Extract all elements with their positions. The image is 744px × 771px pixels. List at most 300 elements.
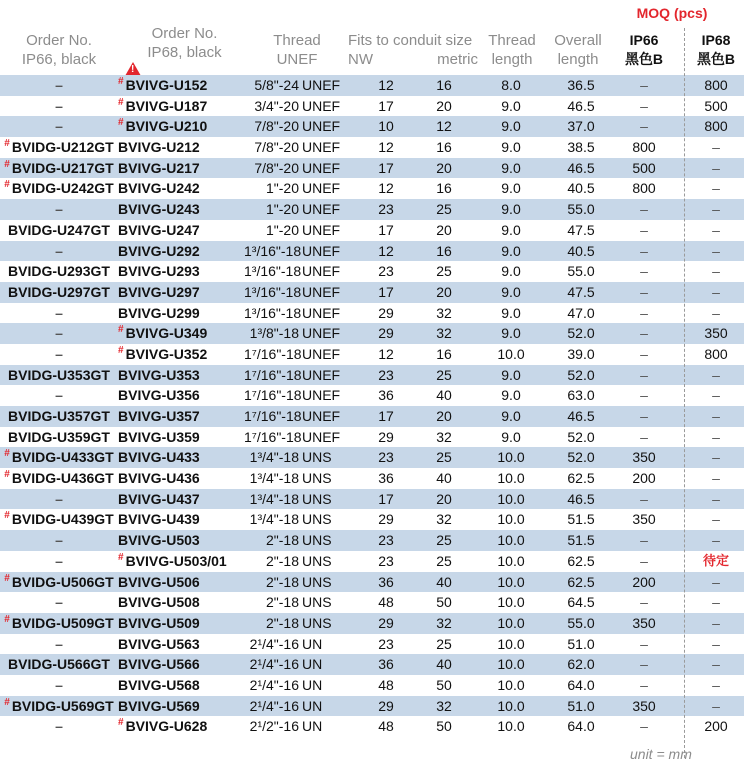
- thread-size: 2"-18: [266, 573, 299, 590]
- order-no-ip66: –: [55, 201, 63, 218]
- table-row: [0, 116, 744, 137]
- thread-length: 10.0: [497, 511, 525, 528]
- order-no-ip66: –: [55, 118, 63, 135]
- thread-standard: UNEF: [302, 139, 341, 156]
- moq-ip68: –: [712, 511, 720, 528]
- thread-length: 9.0: [501, 387, 521, 404]
- thread-length: 9.0: [501, 366, 521, 383]
- table-row: [0, 654, 744, 675]
- order-no-ip68: BVIVG-U563: [118, 635, 200, 652]
- conduit-metric: 12: [436, 118, 452, 135]
- thread-standard: UNEF: [302, 97, 341, 114]
- hash-marker: #: [4, 138, 10, 150]
- conduit-nw: 12: [378, 345, 394, 362]
- conduit-nw: 29: [378, 697, 394, 714]
- conduit-nw: 17: [378, 97, 394, 114]
- conduit-nw: 23: [378, 552, 394, 569]
- conduit-metric: 25: [436, 201, 452, 218]
- moq-ip66: 200: [632, 573, 656, 590]
- thread-standard: UNEF: [302, 221, 341, 238]
- table-body: [0, 75, 744, 737]
- thread-length: 10.0: [497, 614, 525, 631]
- order-no-ip66: # BVIDG-U433GT: [4, 448, 114, 466]
- moq-ip66: 500: [632, 159, 656, 176]
- conduit-metric: 16: [436, 242, 452, 259]
- thread-size: 1⁷/16"-18: [244, 428, 302, 445]
- moq-ip68: –: [712, 635, 720, 652]
- hash-marker: #: [4, 510, 10, 522]
- overall-length: 52.0: [567, 366, 595, 383]
- overall-length: 52.0: [567, 325, 595, 342]
- moq-ip66: 800: [632, 180, 656, 197]
- conduit-nw: 48: [378, 718, 394, 735]
- thread-size: 2"-18: [266, 594, 299, 611]
- conduit-metric: 40: [436, 573, 452, 590]
- thread-standard: UNEF: [302, 283, 341, 300]
- conduit-metric: 16: [436, 180, 452, 197]
- conduit-metric: 20: [436, 490, 452, 507]
- overall-length: 46.5: [567, 97, 595, 114]
- moq-ip68: 500: [704, 97, 728, 114]
- conduit-nw: 12: [378, 139, 394, 156]
- overall-length: 39.0: [567, 345, 595, 362]
- moq-ip68: –: [712, 428, 720, 445]
- thread-standard: UNEF: [302, 304, 341, 321]
- moq-ip68: –: [712, 656, 720, 673]
- thread-size: 1³/4"-18: [249, 470, 299, 487]
- overall-length: 55.0: [567, 201, 595, 218]
- order-no-ip68: BVIVG-U217: [118, 159, 200, 176]
- overall-length: 40.5: [567, 180, 595, 197]
- thread-length: 10.0: [497, 635, 525, 652]
- header-fits: Fits to conduit size NW metric: [348, 32, 478, 68]
- overall-length: 64.0: [567, 718, 595, 735]
- table-row: [0, 468, 744, 489]
- order-no-ip68: BVIVG-U503: [118, 532, 200, 549]
- thread-standard: UNEF: [302, 118, 341, 135]
- order-no-ip68: BVIVG-U439: [118, 511, 200, 528]
- conduit-nw: 36: [378, 656, 394, 673]
- table-row: [0, 530, 744, 551]
- overall-length: 64.0: [567, 676, 595, 693]
- overall-length: 64.5: [567, 594, 595, 611]
- moq-ip68: 800: [704, 345, 728, 362]
- conduit-nw: 12: [378, 180, 394, 197]
- thread-size: 2¹/4"-16: [249, 697, 299, 714]
- moq-ip68: –: [712, 573, 720, 590]
- conduit-nw: 17: [378, 408, 394, 424]
- moq-ip68: 800: [704, 118, 728, 135]
- thread-length: 9.0: [501, 242, 521, 259]
- conduit-metric: 25: [436, 635, 452, 652]
- conduit-nw: 17: [378, 221, 394, 238]
- thread-length: 9.0: [501, 118, 521, 135]
- order-no-ip66: –: [55, 325, 63, 342]
- thread-standard: UNEF: [302, 387, 341, 404]
- thread-length: 9.0: [501, 221, 521, 238]
- overall-length: 47.5: [567, 221, 595, 238]
- table-row: [0, 447, 744, 468]
- order-no-ip66: –: [55, 532, 63, 549]
- order-no-ip66: –: [55, 304, 63, 321]
- table-row: [0, 592, 744, 613]
- overall-length: 37.0: [567, 118, 595, 135]
- table-row: [0, 261, 744, 282]
- thread-standard: UNEF: [302, 428, 341, 445]
- overall-length: 62.0: [567, 656, 595, 673]
- thread-size: 1³/8"-18: [249, 325, 299, 342]
- order-no-ip66: # BVIDG-U439GT: [4, 510, 114, 528]
- table-row: [0, 489, 744, 510]
- moq-ip66: –: [640, 283, 648, 300]
- table-row: [0, 178, 744, 199]
- conduit-nw: 29: [378, 325, 394, 342]
- thread-standard: UN: [302, 635, 323, 652]
- table-row: [0, 220, 744, 241]
- moq-ip66: –: [640, 718, 648, 735]
- thread-size: 2"-18: [266, 614, 299, 631]
- conduit-metric: 40: [436, 470, 452, 487]
- moq-ip68: –: [712, 304, 720, 321]
- table-row: [0, 344, 744, 365]
- conduit-metric: 20: [436, 408, 452, 424]
- order-no-ip66: –: [55, 490, 63, 507]
- moq-ip68: –: [712, 201, 720, 218]
- conduit-nw: 23: [378, 263, 394, 280]
- conduit-metric: 16: [436, 345, 452, 362]
- thread-length: 10.0: [497, 552, 525, 569]
- conduit-nw: 17: [378, 283, 394, 300]
- overall-length: 36.5: [567, 77, 595, 93]
- conduit-metric: 32: [436, 304, 452, 321]
- table-row: [0, 199, 744, 220]
- thread-size: 1"-20: [266, 180, 299, 197]
- order-no-ip68: BVIVG-U353: [118, 366, 200, 383]
- table-row: [0, 365, 744, 386]
- table-row: [0, 137, 744, 158]
- table-row: [0, 96, 744, 117]
- moq-ip66: –: [640, 408, 648, 424]
- order-no-ip66: # BVIDG-U506GT: [4, 572, 114, 590]
- order-no-ip68: BVIVG-U569: [118, 697, 200, 714]
- thread-length: 10.0: [497, 449, 525, 466]
- order-no-ip66: BVIDG-U293GT: [8, 263, 110, 280]
- thread-size: 5/8"-24: [254, 77, 299, 93]
- conduit-nw: 29: [378, 511, 394, 528]
- order-no-ip68: BVIVG-U243: [118, 201, 200, 218]
- conduit-metric: 25: [436, 532, 452, 549]
- thread-standard: UNS: [302, 470, 332, 487]
- hash-marker: #: [118, 717, 124, 729]
- header-moq-ip66: IP66 黑色B: [624, 32, 664, 67]
- conduit-nw: 10: [378, 118, 394, 135]
- table-row: [0, 241, 744, 262]
- overall-length: 62.5: [567, 470, 595, 487]
- table-row: [0, 75, 744, 96]
- order-no-ip66: –: [55, 77, 63, 93]
- conduit-metric: 32: [436, 428, 452, 445]
- conduit-metric: 20: [436, 159, 452, 176]
- order-no-ip68: BVIVG-U292: [118, 242, 200, 259]
- thread-size: 2"-18: [266, 552, 299, 569]
- conduit-nw: 23: [378, 366, 394, 383]
- overall-length: 46.5: [567, 490, 595, 507]
- hash-marker: #: [4, 179, 10, 191]
- overall-length: 52.0: [567, 449, 595, 466]
- order-no-ip68: # BVIVG-U210: [118, 117, 208, 135]
- column-divider: [684, 28, 685, 758]
- order-no-ip66: # BVIDG-U569GT: [4, 696, 114, 714]
- moq-ip66: –: [640, 242, 648, 259]
- thread-size: 1³/16"-18: [244, 263, 302, 280]
- thread-standard: UNEF: [302, 77, 341, 93]
- conduit-metric: 32: [436, 325, 452, 342]
- moq-ip66: –: [640, 118, 648, 135]
- hash-marker: #: [118, 344, 124, 356]
- thread-size: 2¹/2"-16: [249, 718, 299, 735]
- moq-ip66: –: [640, 77, 648, 93]
- thread-size: 1⁷/16"-18: [244, 387, 302, 404]
- moq-ip68: –: [712, 594, 720, 611]
- unit-note: unit = mm: [630, 746, 692, 762]
- conduit-metric: 40: [436, 387, 452, 404]
- moq-ip66: –: [640, 594, 648, 611]
- hash-marker: #: [118, 117, 124, 129]
- thread-length: 10.0: [497, 532, 525, 549]
- order-no-ip66: BVIDG-U247GT: [8, 221, 110, 238]
- thread-size: 1³/4"-18: [249, 490, 299, 507]
- conduit-metric: 32: [436, 511, 452, 528]
- thread-length: 10.0: [497, 490, 525, 507]
- table-row: [0, 696, 744, 717]
- overall-length: 62.5: [567, 552, 595, 569]
- moq-ip66: –: [640, 635, 648, 652]
- table-row: [0, 385, 744, 406]
- conduit-nw: 48: [378, 676, 394, 693]
- thread-standard: UN: [302, 718, 323, 735]
- thread-length: 10.0: [497, 470, 525, 487]
- conduit-metric: 25: [436, 449, 452, 466]
- conduit-nw: 29: [378, 614, 394, 631]
- hash-marker: #: [4, 696, 10, 708]
- thread-standard: UNS: [302, 532, 332, 549]
- moq-ip68: 200: [704, 718, 728, 735]
- moq-ip66: –: [640, 366, 648, 383]
- thread-length: 9.0: [501, 325, 521, 342]
- conduit-metric: 50: [436, 594, 452, 611]
- thread-standard: UNS: [302, 552, 332, 569]
- header-moq-ip68: IP68 黑色B: [696, 32, 736, 67]
- conduit-nw: 29: [378, 304, 394, 321]
- overall-length: 55.0: [567, 614, 595, 631]
- thread-standard: UNS: [302, 614, 332, 631]
- thread-standard: UN: [302, 676, 323, 693]
- overall-length: 46.5: [567, 159, 595, 176]
- thread-length: 10.0: [497, 573, 525, 590]
- conduit-nw: 29: [378, 428, 394, 445]
- thread-standard: UNEF: [302, 201, 341, 218]
- order-no-ip66: BVIDG-U297GT: [8, 283, 110, 300]
- conduit-nw: 36: [378, 573, 394, 590]
- order-no-ip68: BVIVG-U357: [118, 408, 200, 424]
- conduit-metric: 40: [436, 656, 452, 673]
- overall-length: 55.0: [567, 263, 595, 280]
- moq-ip66: –: [640, 552, 648, 569]
- moq-ip68: –: [712, 139, 720, 156]
- order-no-ip66: BVIDG-U357GT: [8, 408, 110, 424]
- thread-size: 2¹/4"-16: [249, 676, 299, 693]
- order-no-ip66: # BVIDG-U217GT: [4, 158, 114, 176]
- moq-title: MOQ (pcs): [636, 5, 708, 21]
- hash-marker: #: [4, 572, 10, 584]
- order-no-ip68: BVIVG-U356: [118, 387, 200, 404]
- conduit-metric: 20: [436, 221, 452, 238]
- conduit-metric: 20: [436, 97, 452, 114]
- order-no-ip68: # BVIVG-U152: [118, 76, 208, 93]
- hash-marker: #: [4, 448, 10, 460]
- thread-size: 1³/16"-18: [244, 283, 302, 300]
- conduit-metric: 25: [436, 366, 452, 383]
- order-no-ip68: # BVIVG-U503/01: [118, 551, 227, 569]
- order-no-ip66: BVIDG-U359GT: [8, 428, 110, 445]
- order-no-ip68: BVIVG-U359: [118, 428, 200, 445]
- hash-marker: #: [118, 324, 124, 336]
- moq-ip66: 350: [632, 614, 656, 631]
- table-row: [0, 427, 744, 448]
- table-row: [0, 572, 744, 593]
- overall-length: 47.0: [567, 304, 595, 321]
- thread-size: 7/8"-20: [254, 139, 299, 156]
- moq-ip68: –: [712, 532, 720, 549]
- conduit-nw: 12: [378, 77, 394, 93]
- moq-ip68: –: [712, 490, 720, 507]
- header-thread: Thread UNEF: [273, 32, 321, 68]
- moq-ip68: –: [712, 283, 720, 300]
- thread-length: 10.0: [497, 656, 525, 673]
- thread-length: 10.0: [497, 697, 525, 714]
- conduit-metric: 32: [436, 697, 452, 714]
- thread-standard: UNEF: [302, 263, 341, 280]
- thread-standard: UNS: [302, 490, 332, 507]
- hash-marker: #: [118, 551, 124, 563]
- order-no-ip66: –: [55, 345, 63, 362]
- moq-ip66: –: [640, 325, 648, 342]
- moq-ip66: 800: [632, 139, 656, 156]
- order-no-ip66: # BVIDG-U509GT: [4, 613, 114, 631]
- thread-size: 1³/16"-18: [244, 304, 302, 321]
- order-no-ip68: BVIVG-U293: [118, 263, 200, 280]
- order-no-ip68: BVIVG-U509: [118, 614, 200, 631]
- conduit-nw: 23: [378, 201, 394, 218]
- thread-length: 10.0: [497, 718, 525, 735]
- thread-size: 2¹/4"-16: [249, 656, 299, 673]
- overall-length: 40.5: [567, 242, 595, 259]
- thread-size: 7/8"-20: [254, 118, 299, 135]
- warning-icon: [125, 62, 141, 76]
- thread-length: 9.0: [501, 201, 521, 218]
- moq-ip68: –: [712, 697, 720, 714]
- order-no-ip68: BVIVG-U506: [118, 573, 200, 590]
- thread-size: 1³/4"-18: [249, 511, 299, 528]
- overall-length: 51.5: [567, 511, 595, 528]
- moq-ip66: –: [640, 345, 648, 362]
- table-row: [0, 406, 744, 427]
- moq-ip66: –: [640, 97, 648, 114]
- thread-size: 1"-20: [266, 221, 299, 238]
- conduit-nw: 23: [378, 532, 394, 549]
- order-no-ip68: BVIVG-U247: [118, 221, 200, 238]
- order-no-ip66: BVIDG-U566GT: [8, 656, 110, 673]
- order-no-ip68: BVIVG-U297: [118, 283, 200, 300]
- thread-standard: UNS: [302, 594, 332, 611]
- conduit-metric: 25: [436, 263, 452, 280]
- moq-ip66: –: [640, 387, 648, 404]
- moq-ip68: –: [712, 408, 720, 424]
- overall-length: 51.0: [567, 697, 595, 714]
- moq-ip66: –: [640, 221, 648, 238]
- moq-ip66: 200: [632, 470, 656, 487]
- thread-size: 1⁷/16"-18: [244, 366, 302, 383]
- order-no-ip68: BVIVG-U566: [118, 656, 200, 673]
- conduit-metric: 20: [436, 283, 452, 300]
- overall-length: 51.5: [567, 532, 595, 549]
- thread-length: 8.0: [501, 77, 521, 93]
- thread-standard: UNEF: [302, 325, 341, 342]
- order-no-ip66: BVIDG-U353GT: [8, 366, 110, 383]
- header-overall-length: Overall length: [554, 32, 602, 68]
- thread-standard: UNEF: [302, 159, 341, 176]
- thread-length: 9.0: [501, 283, 521, 300]
- thread-size: 1³/16"-18: [244, 242, 302, 259]
- moq-ip66: –: [640, 428, 648, 445]
- moq-ip66: –: [640, 532, 648, 549]
- moq-ip66: –: [640, 304, 648, 321]
- thread-length: 9.0: [501, 428, 521, 445]
- conduit-nw: 23: [378, 449, 394, 466]
- moq-ip68: 800: [704, 77, 728, 93]
- thread-standard: UNEF: [302, 180, 341, 197]
- thread-length: 9.0: [501, 304, 521, 321]
- order-no-ip68: # BVIVG-U628: [118, 717, 208, 735]
- moq-ip66: –: [640, 201, 648, 218]
- thread-length: 10.0: [497, 594, 525, 611]
- thread-length: 10.0: [497, 676, 525, 693]
- conduit-metric: 25: [436, 552, 452, 569]
- thread-standard: UNEF: [302, 366, 341, 383]
- order-no-ip68: BVIVG-U242: [118, 180, 200, 197]
- thread-size: 3/4"-20: [254, 97, 299, 114]
- order-no-ip68: # BVIVG-U352: [118, 344, 208, 362]
- order-no-ip68: BVIVG-U436: [118, 470, 200, 487]
- order-no-ip68: BVIVG-U568: [118, 676, 200, 693]
- moq-ip68: –: [712, 159, 720, 176]
- moq-ip68: –: [712, 180, 720, 197]
- thread-length: 9.0: [501, 408, 521, 424]
- table-row: [0, 158, 744, 179]
- order-no-ip68: BVIVG-U433: [118, 449, 200, 466]
- overall-length: 47.5: [567, 283, 595, 300]
- thread-length: 9.0: [501, 139, 521, 156]
- order-no-ip66: –: [55, 242, 63, 259]
- order-no-ip66: –: [55, 676, 63, 693]
- hash-marker: #: [118, 76, 124, 87]
- conduit-nw: 23: [378, 635, 394, 652]
- order-no-ip68: # BVIVG-U349: [118, 324, 208, 342]
- thread-size: 2¹/4"-16: [249, 635, 299, 652]
- table-row: [0, 716, 744, 737]
- thread-length: 9.0: [501, 159, 521, 176]
- thread-length: 10.0: [497, 345, 525, 362]
